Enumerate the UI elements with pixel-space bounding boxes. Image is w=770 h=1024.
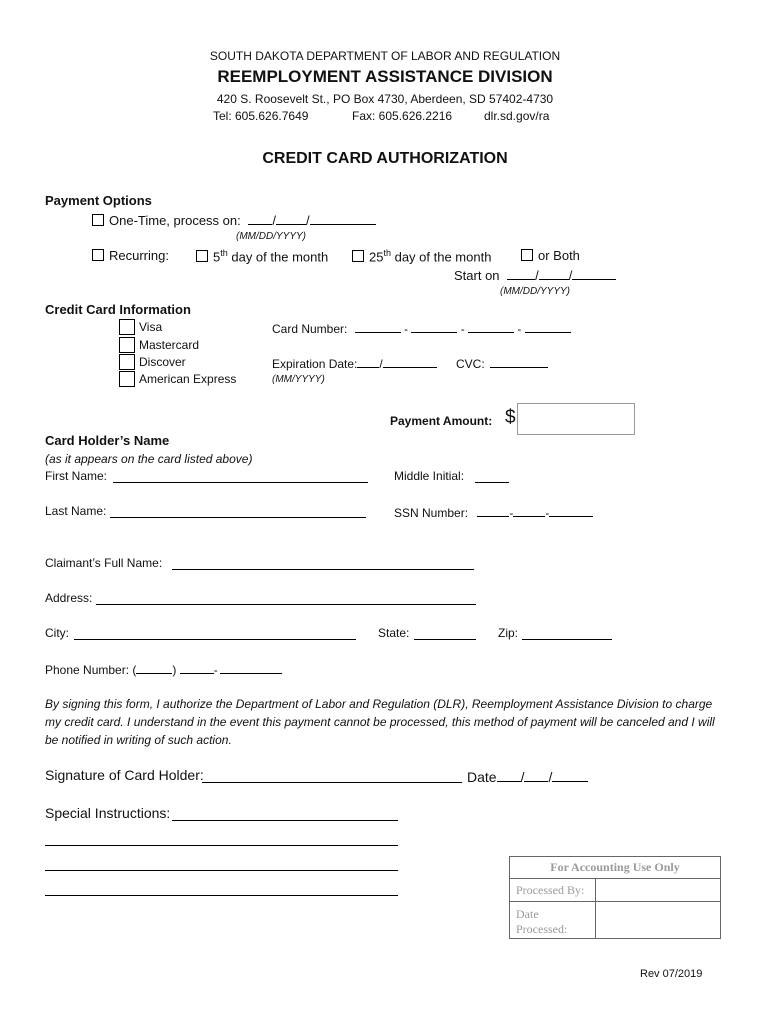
visa-checkbox[interactable]	[119, 319, 135, 335]
american-express-checkbox[interactable]	[119, 371, 135, 387]
signature-day-field[interactable]	[524, 767, 548, 782]
mastercard-label: Mastercard	[139, 338, 200, 352]
date-processed-field[interactable]	[596, 902, 720, 938]
recurring-label: Recurring:	[109, 248, 169, 263]
processed-by-label: Processed By:	[516, 883, 585, 897]
american-express-label: American Express	[139, 372, 237, 386]
start-on-field: Start on / /	[454, 267, 616, 283]
department-name: SOUTH DAKOTA DEPARTMENT OF LABOR AND REGULATION	[209, 49, 561, 63]
phone-label: Phone Number:	[45, 663, 130, 677]
one-time-year-field[interactable]	[310, 212, 376, 225]
ssn-field-3[interactable]	[549, 504, 593, 517]
city-label: City:	[45, 626, 69, 640]
signature-year-field[interactable]	[552, 767, 588, 782]
start-day-field[interactable]	[539, 267, 569, 280]
fifth-day-checkbox[interactable]	[196, 250, 208, 262]
expiration-year-field[interactable]	[383, 355, 437, 368]
cvc-label: CVC:	[456, 357, 485, 371]
start-month-field[interactable]	[507, 267, 535, 280]
phone-prefix-field[interactable]	[180, 661, 214, 674]
payment-options-heading: Payment Options	[45, 193, 152, 208]
signature-field[interactable]	[202, 782, 462, 783]
address-label: Address:	[45, 591, 93, 605]
first-name-field[interactable]	[113, 482, 368, 483]
zip-label: Zip:	[498, 626, 519, 640]
payment-amount-input[interactable]	[517, 403, 635, 435]
card-number-label: Card Number:	[272, 322, 348, 336]
one-time-date-format: (MM/DD/YYYY)	[236, 231, 306, 242]
card-holder-note: (as it appears on the card listed above)	[45, 452, 253, 466]
ssn-field-1[interactable]	[477, 504, 509, 517]
one-time-option: One-Time, process on: / /	[92, 212, 376, 228]
mastercard-checkbox[interactable]	[119, 337, 135, 353]
one-time-checkbox[interactable]	[92, 214, 104, 226]
address-line: 420 S. Roosevelt St., PO Box 4730, Aberdeen, SD 57402-4730	[216, 92, 554, 106]
dollar-sign: $	[505, 407, 516, 428]
or-both-checkbox[interactable]	[521, 249, 533, 261]
expiration-month-field[interactable]	[357, 355, 379, 368]
one-time-month-field[interactable]	[248, 212, 272, 225]
visa-label: Visa	[139, 320, 163, 334]
division-name: REEMPLOYMENT ASSISTANCE DIVISION	[217, 67, 553, 86]
state-field[interactable]	[414, 639, 476, 640]
start-date-format: (MM/DD/YYYY)	[500, 286, 570, 297]
cvc-row	[456, 355, 548, 371]
expiration-format: (MM/YYYY)	[272, 374, 325, 385]
one-time-day-field[interactable]	[276, 212, 306, 225]
ssn-label: SSN Number:	[394, 506, 469, 520]
accounting-box	[509, 856, 721, 939]
card-number-row: Card Number: - - -	[272, 320, 571, 336]
city-field[interactable]	[74, 639, 356, 640]
middle-initial-field[interactable]	[475, 482, 509, 483]
or-both-option: or Both	[521, 248, 580, 263]
special-instructions-line-4[interactable]	[45, 895, 398, 896]
start-year-field[interactable]	[572, 267, 616, 280]
first-name-label: First Name:	[45, 469, 108, 483]
card-holder-heading: Card Holder’s Name	[45, 433, 170, 448]
special-instructions-label: Special Instructions:	[45, 805, 171, 821]
special-instructions-line-2[interactable]	[45, 845, 398, 846]
special-instructions-line-1[interactable]	[172, 820, 398, 821]
claimant-name-label: Claimant’s Full Name:	[45, 556, 163, 570]
processed-by-field[interactable]	[596, 879, 720, 901]
signature-label: Signature of Card Holder:	[45, 767, 204, 783]
web-address: dlr.sd.gov/ra	[484, 109, 550, 123]
claimant-name-field[interactable]	[172, 569, 474, 570]
last-name-label: Last Name:	[45, 504, 107, 518]
zip-field[interactable]	[522, 639, 612, 640]
date-row: Date / /	[467, 767, 588, 785]
payment-amount-label: Payment Amount:	[390, 414, 493, 428]
expiration-row: Expiration Date: /	[272, 355, 437, 371]
discover-label: Discover	[139, 355, 186, 369]
revision-label: Rev 07/2019	[640, 968, 703, 980]
phone-line-field[interactable]	[220, 661, 282, 674]
twentyfifth-day-option: 25th day of the month	[352, 248, 491, 264]
expiration-label: Expiration Date:	[272, 357, 358, 371]
ssn-field-2[interactable]	[513, 504, 545, 517]
card-number-field-1[interactable]	[355, 320, 401, 333]
address-field[interactable]	[96, 604, 476, 605]
fax-line: Fax: 605.626.2216	[352, 109, 453, 123]
ssn-row: SSN Number: - -	[394, 504, 593, 520]
state-label: State:	[378, 626, 410, 640]
page-title: CREDIT CARD AUTHORIZATION	[262, 150, 508, 167]
one-time-label: One-Time, process on:	[109, 213, 241, 228]
recurring-checkbox[interactable]	[92, 249, 104, 261]
date-processed-label: Date Processed:	[516, 907, 568, 936]
discover-checkbox[interactable]	[119, 354, 135, 370]
accounting-title: For Accounting Use Only	[510, 857, 720, 879]
cvc-field[interactable]	[490, 355, 548, 368]
signature-date-label: Date	[467, 769, 497, 785]
phone-row: Phone Number: ( ) -	[45, 661, 282, 677]
card-number-field-4[interactable]	[525, 320, 571, 333]
authorization-text: By signing this form, I authorize the Department of Labor and Regulation (DLR), Reemployment Assistance Division to charge my credit card. I understand in the event this payment cannot be processed, this method of payment will be canceled and I will be notified in writing of such action.	[45, 697, 715, 747]
twentyfifth-day-checkbox[interactable]	[352, 250, 364, 262]
tel-line: Tel: 605.626.7649	[213, 109, 309, 123]
fifth-day-option: 5th day of the month	[196, 248, 328, 264]
last-name-field[interactable]	[110, 517, 366, 518]
special-instructions-line-3[interactable]	[45, 870, 398, 871]
phone-area-code-field[interactable]	[136, 661, 172, 674]
card-number-field-2[interactable]	[411, 320, 457, 333]
middle-initial-label: Middle Initial:	[394, 469, 465, 483]
signature-month-field[interactable]	[497, 767, 521, 782]
card-info-heading: Credit Card Information	[45, 302, 191, 317]
recurring-option	[92, 248, 169, 263]
card-number-field-3[interactable]	[468, 320, 514, 333]
